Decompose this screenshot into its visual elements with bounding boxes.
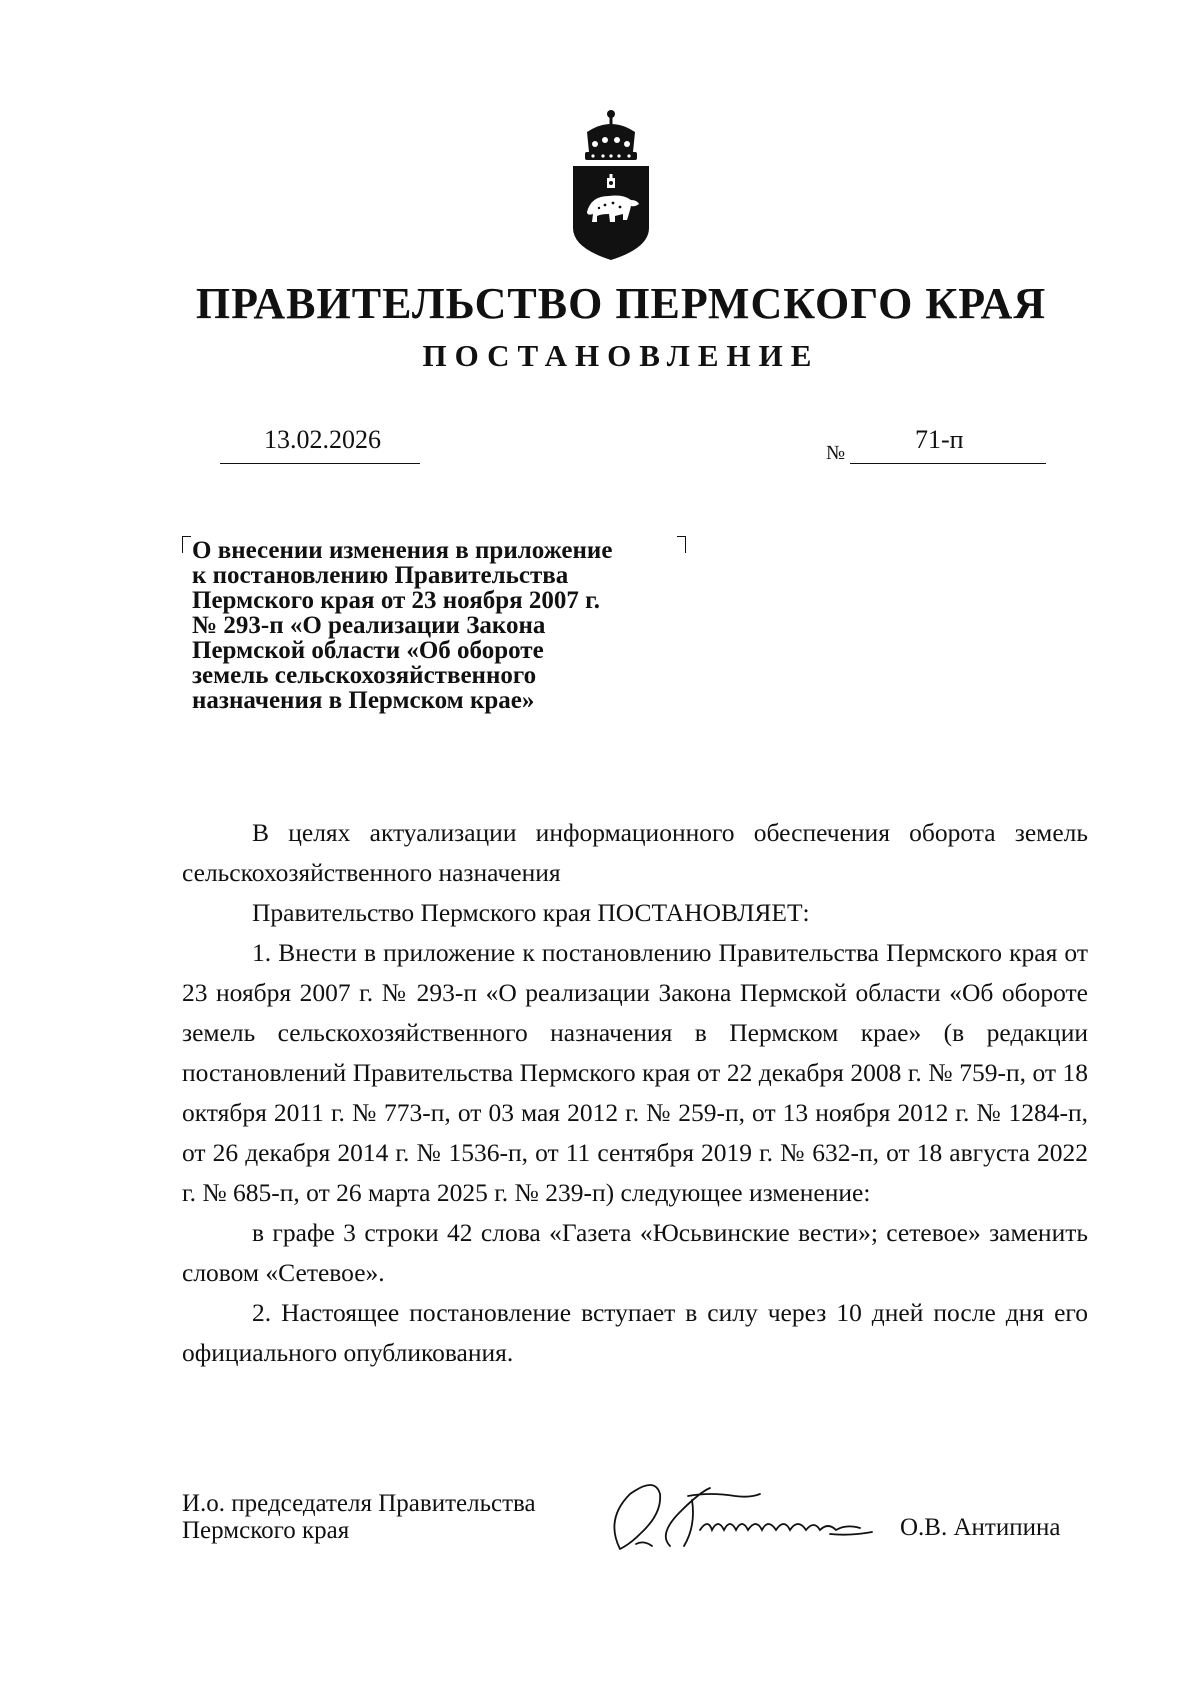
- signatory-role: [182, 1490, 536, 1544]
- document-number: 71-п: [915, 425, 964, 454]
- subject-line: О внесении изменения в приложение: [192, 537, 613, 564]
- signatory-role-line: И.о. председателя Правительства: [182, 1490, 536, 1517]
- subject-line: Пермской области «Об обороте: [192, 637, 544, 664]
- subject-line: земель сельскохозяйственного: [192, 662, 537, 689]
- subject-line: назначения в Пермском крае»: [192, 687, 535, 714]
- subject-corner-right: [677, 536, 686, 553]
- number-field: [850, 425, 1046, 464]
- body-paragraph: В целях актуализации информационного обеспечения оборота земель сельскохозяйственного назначения: [182, 818, 1088, 887]
- document-date: 13.02.2026: [264, 425, 381, 454]
- perm-coat-of-arms-icon: [565, 108, 657, 262]
- document-body: [182, 813, 1088, 1373]
- date-field: [220, 425, 420, 464]
- body-paragraph: 2. Настоящее постановление вступает в силу через 10 дней после дня его официального опубликования.: [182, 1298, 1088, 1367]
- subject-line: № 293-п «О реализации Закона: [192, 612, 546, 639]
- signatory-name: О.В. Антипина: [900, 1514, 1061, 1541]
- body-paragraph: Правительство Пермского края ПОСТАНОВЛЯЕТ:: [252, 898, 810, 927]
- subject-line: Пермского края от 23 ноября 2007 г.: [192, 587, 600, 614]
- body-paragraph: в графе 3 строки 42 слова «Газета «Юсьвинские вести»; сетевое» заменить словом «Сетевое».: [182, 1218, 1088, 1287]
- body-paragraph: 1. Внести в приложение к постановлению Правительства Пермского края от 23 ноября 2007 г. № 293-п «О реализации Закона Пермской области «Об обороте земель сельскохозяйственного назначения в Пермском крае» (в редакции постановлений Правительства Пермского края от 22 декабря 2008 г. № 759-п, от 18 октября 2011 г. № 773-п, от 03 мая 2012 г. № 259-п, от 13 ноября 2012 г. № 1284-п, от 26 декабря 2014 г. № 1536-п, от 11 сентября 2019 г. № 632-п, от 18 августа 2022 г. № 685-п, от 26 марта 2025 г. № 239-п) следующее изменение:: [182, 938, 1088, 1207]
- document-type: ПОСТАНОВЛЕНИЕ: [422, 338, 820, 373]
- government-title: ПРАВИТЕЛЬСТВО ПЕРМСКОГО КРАЯ: [195, 279, 1047, 328]
- subject-line: к постановлению Правительства: [192, 562, 569, 589]
- handwritten-signature: [600, 1474, 910, 1564]
- number-sign: №: [826, 442, 846, 464]
- signatory-role-line: Пермского края: [182, 1517, 350, 1544]
- document-subject: [192, 538, 672, 713]
- subject-corner-left: [182, 536, 191, 553]
